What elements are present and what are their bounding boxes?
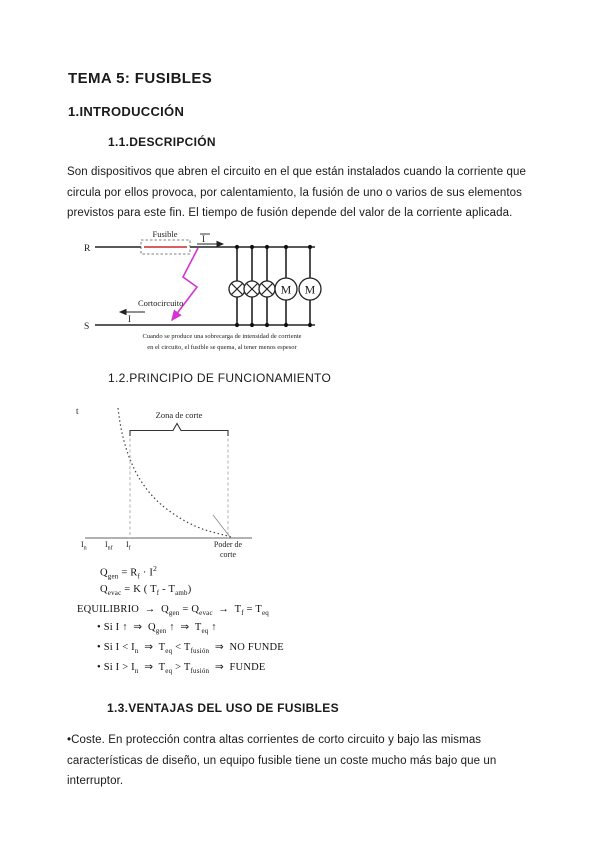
diagram-caption-line1: Cuando se produce una sobrecarga de intensidad de corriente xyxy=(142,333,302,340)
motor-icons xyxy=(275,278,321,300)
heading-ventajas: 1.3.VENTAJAS DEL USO DE FUSIBLES xyxy=(107,701,339,715)
svg-text:M: M xyxy=(280,282,292,297)
equation-qgen: $Q_{gen} = R_f \cdot I^2$ xyxy=(100,564,158,581)
lamp-icon xyxy=(259,281,275,297)
lamp-icon xyxy=(229,281,245,297)
poder-line1: Poder de xyxy=(213,540,243,549)
page-title: TEMA 5: FUSIBLES xyxy=(68,70,213,87)
circuit-diagram xyxy=(83,231,328,361)
tick-in: $I_n$ xyxy=(81,540,87,552)
poder-de-corte-label xyxy=(197,540,259,560)
equation-qevac: $Q_{evac} = K$ ( $T_f - T_{amb}$) xyxy=(100,584,192,598)
phase-s-label: S xyxy=(84,322,90,332)
poder-line2: corte xyxy=(220,550,236,559)
equation-bullet-2: • Si $I < I_n$ ⇒ $T_{eq} < T_{fusión}$ ⇒ NO FUNDE xyxy=(97,642,284,656)
equation-bullet-1: • Si I ↑ ⇒ $Q_{gen}$ ↑ ⇒ $T_{eq}$ ↑ xyxy=(97,622,217,636)
current-top-label: I xyxy=(202,234,205,244)
tick-inf: $I_{nf}$ xyxy=(105,540,113,552)
heading-principio: 1.2.PRINCIPIO DE FUNCIONAMIENTO xyxy=(108,371,332,385)
cortocircuito-label: Cortocircuito xyxy=(138,298,184,308)
equation-bullet-3: • Si $I > I_n$ ⇒ $T_{eq} > T_{fusión}$ ⇒ FUNDE xyxy=(97,662,266,676)
zona-brace xyxy=(130,424,228,437)
poder-pointer-line xyxy=(213,515,230,537)
tick-if: $I_f$ xyxy=(126,540,131,552)
characteristic-curve-graph xyxy=(73,403,285,573)
heading-descripcion: 1.1.DESCRIPCIÓN xyxy=(108,135,216,149)
circuit-svg xyxy=(83,231,328,361)
equation-equilibrio: EQUILIBRIO → $Q_{gen} = Q_{evac} \to T_f = T_{eq}$ xyxy=(77,604,269,618)
motor-icon xyxy=(275,278,297,300)
lamp-icon xyxy=(244,281,260,297)
lamp-icons xyxy=(229,281,275,297)
motor-icon xyxy=(299,278,321,300)
paragraph-descripcion: Son dispositivos que abren el circuito en el que están instalados cuando la corriente que circula por ellos provoca, por calentamiento, la fusión de uno o varios de sus elementos previstos para este fin. El tiempo de fusión depende del valor de la corriente aplicada. xyxy=(67,166,526,219)
diagram-caption-line2: en el circuito, el fusible se quema, al tener menos espesor xyxy=(147,344,297,351)
current-bottom-label: I xyxy=(128,314,131,324)
paragraph-ventajas: •Coste. En protección contra altas corrientes de corto circuito y bajo las mismas características de diseño, un equipo fusible tiene un coste mucho más bajo que un interruptor. xyxy=(67,734,497,787)
fusible-label: Fusible xyxy=(152,231,178,239)
short-circuit-bolt-arrow xyxy=(172,248,198,320)
svg-text:M: M xyxy=(304,282,316,297)
y-axis-label: t xyxy=(76,406,79,416)
zona-de-corte-label: Zona de corte xyxy=(155,410,203,420)
heading-introduccion: 1.INTRODUCCIÓN xyxy=(68,104,185,119)
phase-r-label: R xyxy=(84,244,91,254)
